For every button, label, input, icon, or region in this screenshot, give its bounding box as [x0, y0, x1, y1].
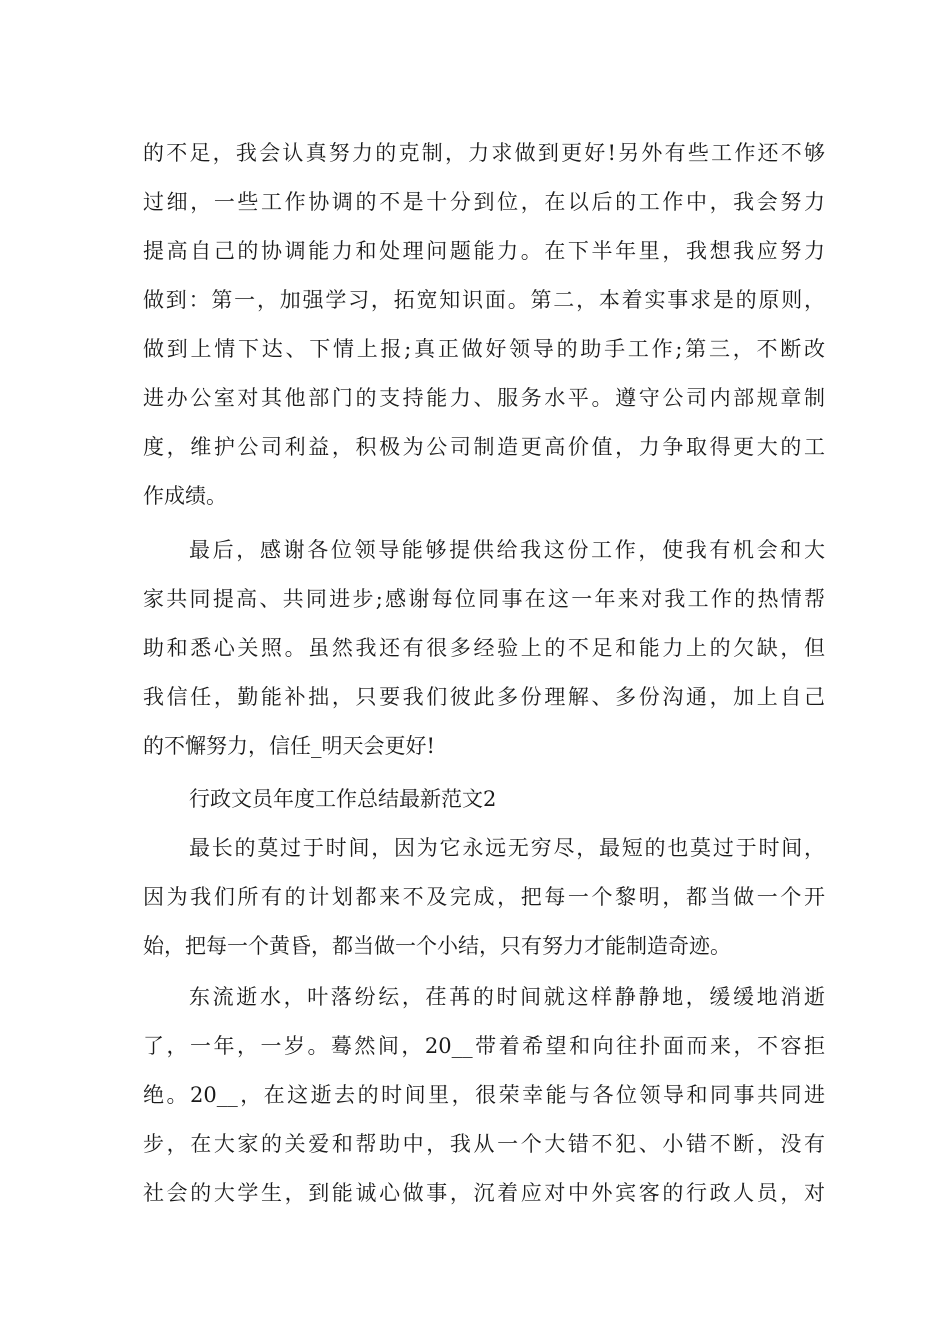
paragraph-line: 度，维护公司利益，积极为公司制造更高价值，力争取得更大的工	[143, 435, 825, 459]
paragraph-line: 进办公室对其他部门的支持能力、服务水平。遵守公司内部规章制	[143, 386, 825, 410]
paragraph-line: 我信任，勤能补拙，只要我们彼此多份理解、多份沟通，加上自己	[143, 685, 825, 709]
paragraph-line: 最长的莫过于时间，因为它永远无穷尽，最短的也莫过于时间，	[189, 836, 825, 860]
section-heading-block	[143, 775, 825, 824]
paragraph-4	[143, 973, 825, 1218]
paragraph-line: 因为我们所有的计划都来不及完成，把每一个黎明，都当做一个开	[143, 885, 825, 909]
paragraph-line: 最后，感谢各位领导能够提供给我这份工作，使我有机会和大	[189, 538, 825, 562]
paragraph-line: 东流逝水，叶落纷纭，荏苒的时间就这样静静地，缓缓地消逝	[189, 985, 825, 1009]
paragraph-line: 绝。20__，在这逝去的时间里，很荣幸能与各位领导和同事共同进	[143, 1083, 825, 1107]
paragraph-line: 过细，一些工作协调的不是十分到位，在以后的工作中，我会努力	[143, 190, 825, 214]
paragraph-line: 了，一年，一岁。蓦然间，20__带着希望和向往扑面而来，不容拒	[143, 1034, 825, 1058]
paragraph-line: 助和悉心关照。虽然我还有很多经验上的不足和能力上的欠缺，但	[143, 636, 825, 660]
paragraph-3	[143, 824, 825, 971]
paragraph-line: 步，在大家的关爱和帮助中，我从一个大错不犯、小错不断，没有	[143, 1132, 825, 1156]
paragraph-line: 的不懈努力，信任_明天会更好!	[143, 734, 435, 758]
paragraph-line: 提高自己的协调能力和处理问题能力。在下半年里，我想我应努力	[143, 239, 825, 263]
paragraph-line: 家共同提高、共同进步;感谢每位同事在这一年来对我工作的热情帮	[143, 587, 825, 611]
section-heading: 行政文员年度工作总结最新范文2	[189, 787, 497, 811]
paragraph-line: 作成绩。	[143, 484, 227, 508]
paragraph-line: 做到：第一，加强学习，拓宽知识面。第二，本着实事求是的原则，	[143, 288, 825, 312]
paragraph-line: 的不足，我会认真努力的克制，力求做到更好!另外有些工作还不够	[143, 141, 825, 165]
paragraph-line: 社会的大学生，到能诚心做事，沉着应对中外宾客的行政人员，对	[143, 1181, 825, 1205]
paragraph-2	[143, 526, 825, 771]
paragraph-line: 始，把每一个黄昏，都当做一个小结，只有努力才能制造奇迹。	[143, 934, 731, 958]
paragraph-1	[143, 129, 825, 521]
paragraph-line: 做到上情下达、下情上报;真正做好领导的助手工作;第三，不断改	[143, 337, 825, 361]
